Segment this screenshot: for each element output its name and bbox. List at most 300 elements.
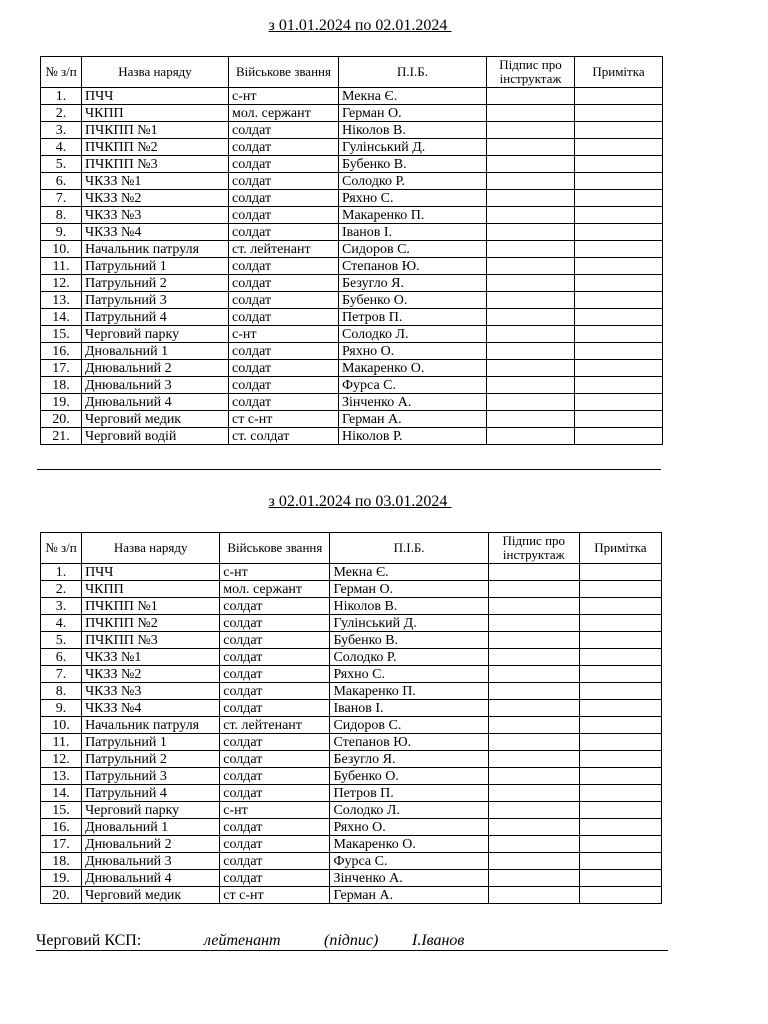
duty-name: Днювальний 2 xyxy=(82,836,220,853)
row-num: 13. xyxy=(41,292,82,309)
signature-cell xyxy=(488,666,579,683)
military-rank: солдат xyxy=(220,785,330,802)
note-cell xyxy=(579,819,661,836)
note-cell xyxy=(579,564,661,581)
row-num: 16. xyxy=(41,819,82,836)
header-note: Примітка xyxy=(579,533,661,564)
header-name: П.І.Б. xyxy=(330,533,488,564)
table-row xyxy=(41,326,663,343)
header-signature: Підпис про інструктаж xyxy=(487,57,575,88)
duty-name: ЧКПП xyxy=(82,105,229,122)
row-num: 14. xyxy=(41,309,82,326)
military-rank: ст с-нт xyxy=(220,887,330,904)
duty-name: ЧКЗЗ №4 xyxy=(82,224,229,241)
note-cell xyxy=(575,377,663,394)
table-row xyxy=(41,309,663,326)
row-num: 12. xyxy=(41,275,82,292)
signature-cell xyxy=(487,224,575,241)
military-rank: с-нт xyxy=(229,326,339,343)
signature-cell xyxy=(487,275,575,292)
row-num: 1. xyxy=(41,564,82,581)
row-num: 4. xyxy=(41,615,82,632)
military-rank: солдат xyxy=(229,139,339,156)
note-cell xyxy=(575,224,663,241)
full-name: Герман О. xyxy=(330,581,488,598)
military-rank: солдат xyxy=(220,853,330,870)
row-num: 6. xyxy=(41,173,82,190)
note-cell xyxy=(575,241,663,258)
duty-name: Патрульний 4 xyxy=(82,785,220,802)
note-cell xyxy=(575,326,663,343)
duty-name: Патрульний 3 xyxy=(82,768,220,785)
table-row xyxy=(41,122,663,139)
duty-name: ПЧЧ xyxy=(82,564,220,581)
row-num: 11. xyxy=(41,734,82,751)
row-num: 21. xyxy=(41,428,82,445)
header-name: П.І.Б. xyxy=(339,57,487,88)
row-num: 15. xyxy=(41,326,82,343)
duty-name: ЧКПП xyxy=(82,581,220,598)
header-num: № з/п xyxy=(41,57,82,88)
note-cell xyxy=(575,394,663,411)
duty-name: Начальник патруля xyxy=(82,717,220,734)
signature-cell xyxy=(487,292,575,309)
table-row xyxy=(41,139,663,156)
military-rank: с-нт xyxy=(220,564,330,581)
row-num: 19. xyxy=(41,870,82,887)
military-rank: солдат xyxy=(220,734,330,751)
row-num: 7. xyxy=(41,190,82,207)
signature-cell xyxy=(487,309,575,326)
table-row xyxy=(41,343,663,360)
full-name: Ніколов В. xyxy=(339,122,487,139)
table-row xyxy=(41,717,662,734)
table-row xyxy=(41,649,662,666)
period-title: з 01.01.2024 по 02.01.2024 xyxy=(268,17,452,34)
full-name: Бубенко О. xyxy=(339,292,487,309)
military-rank: солдат xyxy=(229,190,339,207)
table-row xyxy=(41,411,663,428)
full-name: Зінченко А. xyxy=(339,394,487,411)
duty-officer-name: І.Іванов xyxy=(412,932,465,949)
duty-name: ЧКЗЗ №2 xyxy=(82,190,229,207)
signature-cell xyxy=(488,598,579,615)
signature-cell xyxy=(487,207,575,224)
full-name: Макаренко О. xyxy=(330,836,488,853)
table-row xyxy=(41,666,662,683)
military-rank: солдат xyxy=(220,700,330,717)
signature-cell xyxy=(487,88,575,105)
duty-name: Днювальний 2 xyxy=(82,360,229,377)
military-rank: солдат xyxy=(229,224,339,241)
table-row xyxy=(41,615,662,632)
section-divider xyxy=(37,469,661,470)
military-rank: солдат xyxy=(229,394,339,411)
signature-cell xyxy=(487,122,575,139)
full-name: Ніколов В. xyxy=(330,598,488,615)
note-cell xyxy=(575,292,663,309)
table-row xyxy=(41,224,663,241)
table-row xyxy=(41,819,662,836)
header-rank: Військове звання xyxy=(220,533,330,564)
duty-roster-table xyxy=(40,56,663,445)
duty-name: Черговий медик xyxy=(82,411,229,428)
full-name: Макаренко П. xyxy=(330,683,488,700)
duty-name: Черговий парку xyxy=(82,326,229,343)
table-row xyxy=(41,802,662,819)
full-name: Петров П. xyxy=(330,785,488,802)
duty-name: Днювальний 4 xyxy=(82,870,220,887)
full-name: Зінченко А. xyxy=(330,870,488,887)
table-row xyxy=(41,258,663,275)
row-num: 10. xyxy=(41,717,82,734)
table-row xyxy=(41,853,662,870)
signature-cell xyxy=(488,819,579,836)
row-num: 15. xyxy=(41,802,82,819)
note-cell xyxy=(575,139,663,156)
military-rank: солдат xyxy=(220,598,330,615)
military-rank: ст. солдат xyxy=(229,428,339,445)
duty-name: ЧКЗЗ №1 xyxy=(82,649,220,666)
duty-name: ЧКЗЗ №4 xyxy=(82,700,220,717)
table-row xyxy=(41,275,663,292)
row-num: 8. xyxy=(41,207,82,224)
row-num: 8. xyxy=(41,683,82,700)
full-name: Степанов Ю. xyxy=(330,734,488,751)
duty-name: ПЧКПП №1 xyxy=(82,598,220,615)
note-cell xyxy=(579,700,661,717)
signature-cell xyxy=(487,394,575,411)
row-num: 19. xyxy=(41,394,82,411)
signature-cell xyxy=(488,564,579,581)
note-cell xyxy=(575,428,663,445)
table-row xyxy=(41,683,662,700)
duty-name: Дновальний 1 xyxy=(82,343,229,360)
signature-cell xyxy=(488,785,579,802)
duty-officer-signature-line xyxy=(36,932,668,951)
military-rank: солдат xyxy=(229,258,339,275)
duty-name: Патрульний 2 xyxy=(82,751,220,768)
military-rank: солдат xyxy=(229,173,339,190)
signature-cell xyxy=(487,156,575,173)
military-rank: ст. лейтенант xyxy=(220,717,330,734)
full-name: Сидоров С. xyxy=(339,241,487,258)
full-name: Гулінський Д. xyxy=(330,615,488,632)
row-num: 1. xyxy=(41,88,82,105)
header-note: Примітка xyxy=(575,57,663,88)
note-cell xyxy=(575,411,663,428)
table-row xyxy=(41,751,662,768)
signature-cell xyxy=(488,615,579,632)
military-rank: солдат xyxy=(220,632,330,649)
signature-cell xyxy=(487,173,575,190)
military-rank: солдат xyxy=(220,870,330,887)
full-name: Ряхно О. xyxy=(330,819,488,836)
table-header-row xyxy=(41,57,663,88)
row-num: 4. xyxy=(41,139,82,156)
military-rank: мол. сержант xyxy=(229,105,339,122)
row-num: 17. xyxy=(41,836,82,853)
full-name: Ряхно О. xyxy=(339,343,487,360)
note-cell xyxy=(579,785,661,802)
row-num: 10. xyxy=(41,241,82,258)
note-cell xyxy=(579,683,661,700)
duty-name: ПЧКПП №3 xyxy=(82,632,220,649)
note-cell xyxy=(575,207,663,224)
signature-cell xyxy=(487,411,575,428)
duty-roster-table xyxy=(40,532,662,904)
note-cell xyxy=(575,122,663,139)
full-name: Сидоров С. xyxy=(330,717,488,734)
signature-cell xyxy=(488,751,579,768)
full-name: Солодко Л. xyxy=(330,802,488,819)
duty-officer-label: Черговий КСП: xyxy=(36,932,142,949)
duty-name: ПЧКПП №2 xyxy=(82,615,220,632)
row-num: 18. xyxy=(41,377,82,394)
military-rank: солдат xyxy=(229,360,339,377)
full-name: Степанов Ю. xyxy=(339,258,487,275)
note-cell xyxy=(575,309,663,326)
military-rank: солдат xyxy=(220,819,330,836)
note-cell xyxy=(579,768,661,785)
signature-cell xyxy=(488,649,579,666)
duty-name: ПЧКПП №2 xyxy=(82,139,229,156)
row-num: 9. xyxy=(41,224,82,241)
full-name: Фурса С. xyxy=(330,853,488,870)
military-rank: ст с-нт xyxy=(229,411,339,428)
military-rank: солдат xyxy=(229,156,339,173)
row-num: 11. xyxy=(41,258,82,275)
signature-cell xyxy=(488,887,579,904)
row-num: 12. xyxy=(41,751,82,768)
note-cell xyxy=(579,802,661,819)
full-name: Ряхно С. xyxy=(330,666,488,683)
table-row xyxy=(41,428,663,445)
military-rank: солдат xyxy=(229,309,339,326)
note-cell xyxy=(575,105,663,122)
full-name: Ряхно С. xyxy=(339,190,487,207)
full-name: Бубенко В. xyxy=(339,156,487,173)
duty-name: Черговий медик xyxy=(82,887,220,904)
full-name: Ніколов Р. xyxy=(339,428,487,445)
military-rank: солдат xyxy=(229,343,339,360)
row-num: 18. xyxy=(41,853,82,870)
duty-name: ЧКЗЗ №3 xyxy=(82,683,220,700)
row-num: 2. xyxy=(41,581,82,598)
full-name: Герман А. xyxy=(330,887,488,904)
table-row xyxy=(41,700,662,717)
full-name: Безугло Я. xyxy=(330,751,488,768)
signature-cell xyxy=(488,717,579,734)
military-rank: с-нт xyxy=(229,88,339,105)
full-name: Герман О. xyxy=(339,105,487,122)
duty-name: Патрульний 2 xyxy=(82,275,229,292)
header-duty: Назва наряду xyxy=(82,57,229,88)
duty-name: Дновальний 1 xyxy=(82,819,220,836)
row-num: 5. xyxy=(41,632,82,649)
signature-cell xyxy=(487,360,575,377)
military-rank: солдат xyxy=(220,836,330,853)
row-num: 14. xyxy=(41,785,82,802)
note-cell xyxy=(579,717,661,734)
full-name: Гулінський Д. xyxy=(339,139,487,156)
signature-cell xyxy=(487,326,575,343)
duty-name: Днювальний 3 xyxy=(82,377,229,394)
full-name: Солодко Р. xyxy=(330,649,488,666)
signature-cell xyxy=(488,632,579,649)
table-row xyxy=(41,241,663,258)
note-cell xyxy=(579,836,661,853)
row-num: 5. xyxy=(41,156,82,173)
row-num: 20. xyxy=(41,887,82,904)
table-row xyxy=(41,836,662,853)
military-rank: солдат xyxy=(229,377,339,394)
table-row xyxy=(41,394,663,411)
duty-name: Патрульний 4 xyxy=(82,309,229,326)
table-row xyxy=(41,581,662,598)
signature-cell xyxy=(488,700,579,717)
signature-cell xyxy=(488,734,579,751)
note-cell xyxy=(579,649,661,666)
row-num: 20. xyxy=(41,411,82,428)
note-cell xyxy=(575,88,663,105)
note-cell xyxy=(579,615,661,632)
table-row xyxy=(41,360,663,377)
duty-name: Патрульний 1 xyxy=(82,734,220,751)
note-cell xyxy=(575,258,663,275)
table-row xyxy=(41,190,663,207)
military-rank: мол. сержант xyxy=(220,581,330,598)
table-header-row xyxy=(41,533,662,564)
table-row xyxy=(41,785,662,802)
full-name: Макаренко П. xyxy=(339,207,487,224)
signature-cell xyxy=(488,683,579,700)
duty-name: Днювальний 4 xyxy=(82,394,229,411)
signature-cell xyxy=(487,241,575,258)
military-rank: солдат xyxy=(229,292,339,309)
header-num: № з/п xyxy=(41,533,82,564)
header-signature: Підпис про інструктаж xyxy=(488,533,579,564)
header-rank: Військове звання xyxy=(229,57,339,88)
full-name: Фурса С. xyxy=(339,377,487,394)
row-num: 13. xyxy=(41,768,82,785)
military-rank: солдат xyxy=(220,649,330,666)
row-num: 3. xyxy=(41,122,82,139)
signature-cell xyxy=(487,377,575,394)
table-row xyxy=(41,734,662,751)
signature-cell xyxy=(488,581,579,598)
signature-placeholder: (підпис) xyxy=(324,932,379,949)
table-row xyxy=(41,632,662,649)
duty-name: Черговий водій xyxy=(82,428,229,445)
note-cell xyxy=(575,173,663,190)
full-name: Бубенко В. xyxy=(330,632,488,649)
full-name: Макаренко О. xyxy=(339,360,487,377)
signature-cell xyxy=(488,768,579,785)
duty-name: ЧКЗЗ №1 xyxy=(82,173,229,190)
full-name: Мекна Є. xyxy=(339,88,487,105)
full-name: Бубенко О. xyxy=(330,768,488,785)
military-rank: солдат xyxy=(229,207,339,224)
full-name: Герман А. xyxy=(339,411,487,428)
table-row xyxy=(41,377,663,394)
military-rank: солдат xyxy=(229,275,339,292)
full-name: Мекна Є. xyxy=(330,564,488,581)
full-name: Безугло Я. xyxy=(339,275,487,292)
duty-name: Патрульний 3 xyxy=(82,292,229,309)
table-row xyxy=(41,598,662,615)
military-rank: солдат xyxy=(220,768,330,785)
table-row xyxy=(41,870,662,887)
signature-cell xyxy=(488,836,579,853)
signature-cell xyxy=(488,853,579,870)
military-rank: солдат xyxy=(220,666,330,683)
full-name: Петров П. xyxy=(339,309,487,326)
table-row xyxy=(41,173,663,190)
table-row xyxy=(41,207,663,224)
military-rank: солдат xyxy=(220,683,330,700)
note-cell xyxy=(575,343,663,360)
military-rank: солдат xyxy=(220,751,330,768)
row-num: 3. xyxy=(41,598,82,615)
row-num: 2. xyxy=(41,105,82,122)
duty-name: Днювальний 3 xyxy=(82,853,220,870)
row-num: 6. xyxy=(41,649,82,666)
military-rank: солдат xyxy=(220,615,330,632)
row-num: 7. xyxy=(41,666,82,683)
signature-cell xyxy=(487,343,575,360)
row-num: 17. xyxy=(41,360,82,377)
table-row xyxy=(41,887,662,904)
table-row xyxy=(41,156,663,173)
period-title: з 02.01.2024 по 03.01.2024 xyxy=(268,493,452,510)
duty-name: ЧКЗЗ №3 xyxy=(82,207,229,224)
table-row xyxy=(41,292,663,309)
duty-name: ПЧЧ xyxy=(82,88,229,105)
duty-name: ПЧКПП №1 xyxy=(82,122,229,139)
table-row xyxy=(41,564,662,581)
military-rank: солдат xyxy=(229,122,339,139)
row-num: 16. xyxy=(41,343,82,360)
duty-name: Патрульний 1 xyxy=(82,258,229,275)
duty-name: ПЧКПП №3 xyxy=(82,156,229,173)
full-name: Іванов І. xyxy=(339,224,487,241)
note-cell xyxy=(579,581,661,598)
full-name: Солодко Р. xyxy=(339,173,487,190)
duty-name: Черговий парку xyxy=(82,802,220,819)
full-name: Іванов І. xyxy=(330,700,488,717)
table-row xyxy=(41,88,663,105)
row-num: 9. xyxy=(41,700,82,717)
note-cell xyxy=(579,751,661,768)
signature-cell xyxy=(487,428,575,445)
note-cell xyxy=(575,190,663,207)
note-cell xyxy=(579,887,661,904)
note-cell xyxy=(579,870,661,887)
table-row xyxy=(41,105,663,122)
military-rank: ст. лейтенант xyxy=(229,241,339,258)
signature-cell xyxy=(488,870,579,887)
duty-name: ЧКЗЗ №2 xyxy=(82,666,220,683)
note-cell xyxy=(575,275,663,292)
military-rank: с-нт xyxy=(220,802,330,819)
note-cell xyxy=(579,632,661,649)
duty-officer-rank: лейтенант xyxy=(204,932,281,949)
signature-cell xyxy=(487,258,575,275)
signature-cell xyxy=(487,105,575,122)
note-cell xyxy=(579,598,661,615)
signature-cell xyxy=(487,139,575,156)
